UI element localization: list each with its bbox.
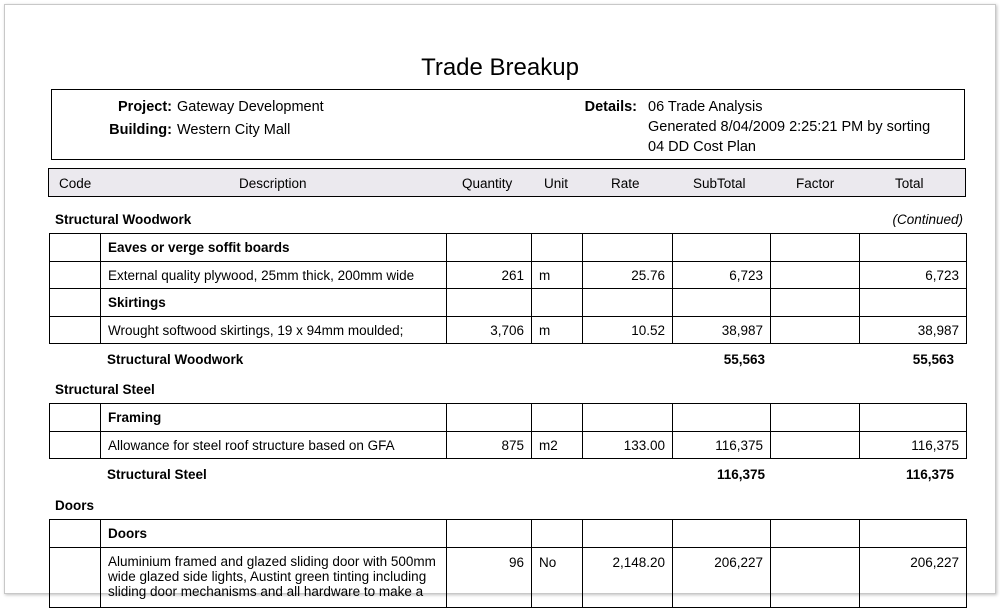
- item-rate: 10.52: [583, 317, 673, 344]
- building-label: Building:: [109, 122, 172, 138]
- item-rate: 2,148.20: [583, 548, 673, 608]
- col-description: Description: [239, 176, 307, 191]
- project-label: Project:: [118, 99, 172, 115]
- item-subtotal: 116,375: [673, 432, 771, 459]
- table-row: [50, 548, 967, 608]
- group-row: [50, 234, 967, 262]
- col-unit: Unit: [544, 176, 569, 191]
- col-rate: Rate: [611, 176, 640, 191]
- section-total: 55,563: [912, 352, 954, 367]
- section-title: Structural Woodwork: [55, 212, 192, 227]
- section-subtotal: 116,375: [716, 467, 765, 482]
- details-line-3: 04 DD Cost Plan: [648, 139, 756, 155]
- item-subtotal: 6,723: [673, 262, 771, 289]
- group-row: [50, 289, 967, 317]
- group-title: Framing: [101, 404, 447, 432]
- table-row: [50, 432, 967, 459]
- item-description: Allowance for steel roof structure based on GFA: [101, 432, 447, 459]
- item-total: 116,375: [860, 432, 967, 459]
- report-header-box: [51, 89, 965, 160]
- project-value: Gateway Development: [177, 99, 324, 115]
- item-unit: m: [532, 262, 583, 289]
- col-subtotal: SubTotal: [693, 176, 746, 191]
- item-quantity: 96: [447, 548, 532, 608]
- group-title: Skirtings: [101, 289, 447, 317]
- col-factor: Factor: [796, 176, 835, 191]
- section-total: 116,375: [905, 467, 954, 482]
- item-subtotal: 38,987: [673, 317, 771, 344]
- item-description: External quality plywood, 25mm thick, 200mm wide: [101, 262, 447, 289]
- item-total: 206,227: [860, 548, 967, 608]
- item-description-cell: [101, 548, 447, 608]
- section-title: Doors: [55, 498, 95, 513]
- col-code: Code: [59, 176, 92, 191]
- item-code: [50, 432, 101, 459]
- item-code: [50, 262, 101, 289]
- section-title: Structural Steel: [55, 382, 155, 397]
- details-line-1: 06 Trade Analysis: [648, 99, 763, 115]
- section-total-label: Structural Steel: [107, 467, 207, 482]
- item-quantity: 261: [447, 262, 532, 289]
- item-rate: 25.76: [583, 262, 673, 289]
- group-row: [50, 404, 967, 432]
- section-total-label: Structural Woodwork: [107, 352, 244, 367]
- item-factor: [771, 548, 860, 608]
- group-title: Eaves or verge soffit boards: [101, 234, 447, 262]
- group-title: Doors: [101, 520, 447, 548]
- details-label: Details:: [584, 99, 637, 115]
- item-code: [50, 317, 101, 344]
- item-total: 38,987: [860, 317, 967, 344]
- building-value: Western City Mall: [177, 122, 291, 138]
- col-total: Total: [895, 176, 924, 191]
- item-unit: No: [532, 548, 583, 608]
- section-subtotal: 55,563: [723, 352, 765, 367]
- item-code: [50, 548, 101, 608]
- report-title: Trade Breakup: [421, 54, 579, 81]
- item-description: Aluminium framed and glazed sliding door with 500mm wide glazed side lights, Austint green tinting including sliding door mechanisms and all hardware to make a: [108, 554, 436, 599]
- item-unit: m: [532, 317, 583, 344]
- item-quantity: 875: [447, 432, 532, 459]
- item-quantity: 3,706: [447, 317, 532, 344]
- item-subtotal: 206,227: [673, 548, 771, 608]
- trade-table: [49, 519, 967, 608]
- item-description: Wrought softwood skirtings, 19 x 94mm moulded;: [101, 317, 447, 344]
- details-line-2: Generated 8/04/2009 2:25:21 PM by sorting: [648, 119, 931, 135]
- item-factor: [771, 432, 860, 459]
- continued-label: (Continued): [892, 212, 963, 227]
- trade-table: [49, 233, 967, 344]
- col-quantity: Quantity: [462, 176, 513, 191]
- trade-table: [49, 403, 967, 459]
- column-header-row: [48, 168, 966, 197]
- item-total: 6,723: [860, 262, 967, 289]
- item-unit: m2: [532, 432, 583, 459]
- item-factor: [771, 317, 860, 344]
- table-row: [50, 262, 967, 289]
- group-row: [50, 520, 967, 548]
- item-rate: 133.00: [583, 432, 673, 459]
- item-factor: [771, 262, 860, 289]
- table-row: [50, 317, 967, 344]
